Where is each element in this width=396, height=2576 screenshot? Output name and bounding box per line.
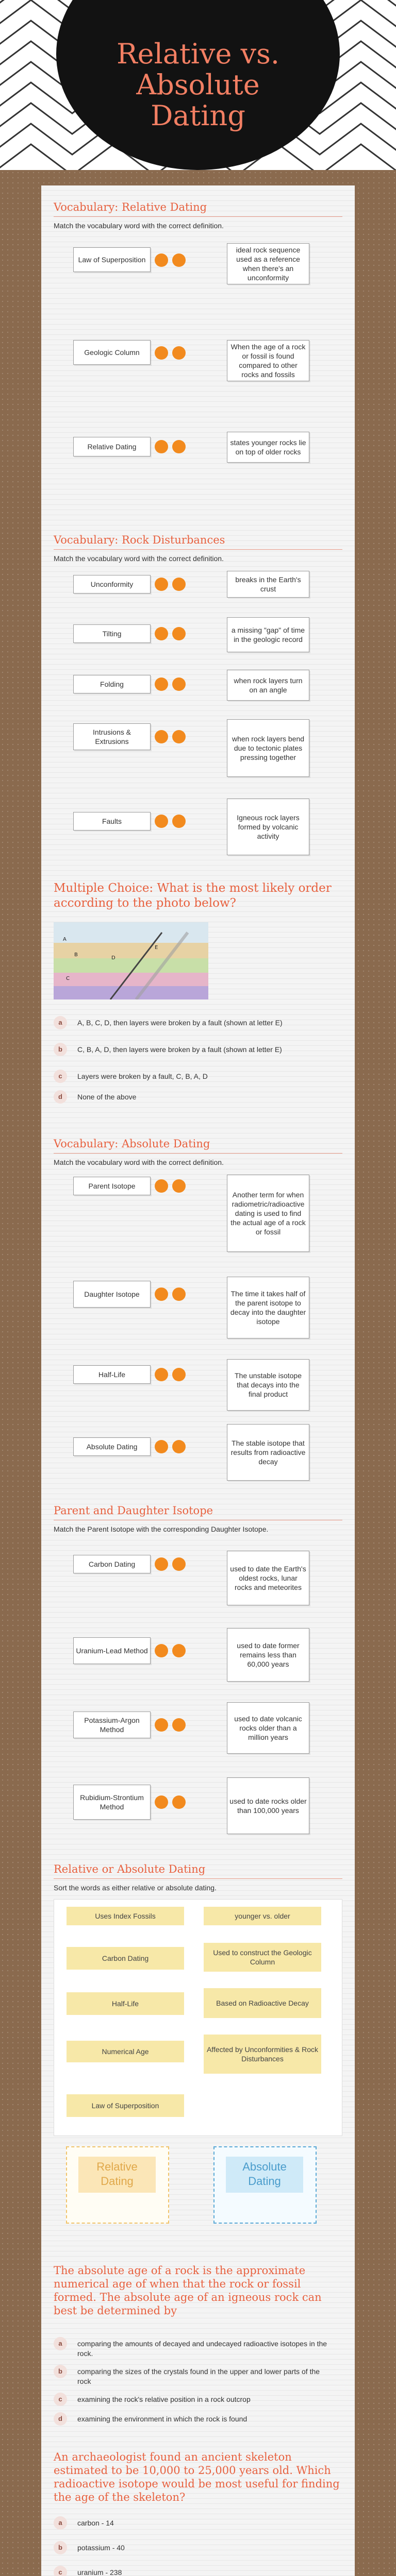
choice-text: Layers were broken by a fault, C, B, A, D <box>77 1072 208 1080</box>
instruction: Match the Parent Isotope with the corresponding Daughter Isotope. <box>54 1525 269 1533</box>
match-dot[interactable] <box>155 253 168 267</box>
term-half-life[interactable]: Half-Life <box>73 1365 151 1384</box>
sort-item[interactable]: Uses Index Fossils <box>67 1907 184 1925</box>
choice-letter: c <box>54 1070 67 1083</box>
definition-box[interactable]: a missing "gap" of time in the geologic record <box>227 617 309 652</box>
match-dot[interactable] <box>155 578 168 591</box>
choice-text: C, B, A, D, then layers were broken by a fault (shown at letter E) <box>77 1045 282 1054</box>
section-title: Relative or Absolute Dating <box>54 1863 342 1879</box>
match-dot[interactable] <box>172 1440 186 1453</box>
term-carbon-dating[interactable]: Carbon Dating <box>73 1555 151 1573</box>
term-absolute-dating[interactable]: Absolute Dating <box>73 1437 151 1456</box>
sort-item[interactable]: Numerical Age <box>67 2041 184 2062</box>
definition-box[interactable]: used to date former remains less than 60,000 years <box>227 1628 309 1682</box>
choice-letter: a <box>54 2337 67 2350</box>
choice-text: comparing the sizes of the crystals found in the upper and lower parts of the rock <box>77 2367 320 2385</box>
definition-box[interactable]: The stable isotope that results from radioactive decay <box>227 1424 309 1481</box>
match-dot[interactable] <box>155 1440 168 1453</box>
match-dot[interactable] <box>155 1718 168 1732</box>
diagram-label: E <box>155 945 158 951</box>
sort-item[interactable]: Based on Radioactive Decay <box>204 1988 321 2018</box>
definition-box[interactable]: ideal rock sequence used as a reference when there's an unconformity <box>227 243 309 284</box>
disturbance-vocab-section <box>54 534 342 564</box>
match-dot[interactable] <box>172 1644 186 1657</box>
section-title: Vocabulary: Relative Dating <box>54 201 342 217</box>
choice-letter: a <box>54 1016 67 1029</box>
term-rubidium-strontium[interactable]: Rubidium-Strontium Method <box>73 1785 151 1820</box>
match-dot[interactable] <box>155 677 168 691</box>
sort-item[interactable]: Affected by Unconformities & Rock Disturbances <box>204 2035 321 2074</box>
choice-text: None of the above <box>77 1093 137 1101</box>
match-dot[interactable] <box>172 253 186 267</box>
match-dot[interactable] <box>155 346 168 360</box>
term-daughter-isotope[interactable]: Daughter Isotope <box>73 1281 151 1308</box>
match-dot[interactable] <box>172 578 186 591</box>
match-dot[interactable] <box>172 627 186 640</box>
definition-box[interactable]: when rock layers turn on an angle <box>227 670 309 701</box>
match-dot[interactable] <box>172 1368 186 1381</box>
definition-box[interactable]: used to date volcanic rocks older than a million years <box>227 1702 309 1754</box>
match-dot[interactable] <box>155 627 168 640</box>
match-dot[interactable] <box>155 1287 168 1301</box>
choice-letter: b <box>54 1043 67 1056</box>
question-text: An archaeologist found an ancient skeleton estimated to be 10,000 to 25,000 years old. Which radioactive isotope would be most useful for finding the age of the skeleton? <box>54 2451 340 2503</box>
term-potassium-argon[interactable]: Potassium-Argon Method <box>73 1711 151 1738</box>
match-dot[interactable] <box>172 730 186 743</box>
term-faults[interactable]: Faults <box>73 812 151 831</box>
match-dot[interactable] <box>172 1287 186 1301</box>
match-dot[interactable] <box>155 1557 168 1571</box>
bucket-absolute-dating[interactable] <box>213 2146 317 2224</box>
choice-letter: d <box>54 2412 67 2426</box>
q2-section <box>54 2264 342 2320</box>
term-folding[interactable]: Folding <box>73 675 151 693</box>
match-dot[interactable] <box>172 1179 186 1193</box>
diagram-label: C <box>66 976 70 981</box>
term-relative-dating[interactable]: Relative Dating <box>73 437 151 456</box>
definition-box[interactable]: used to date the Earth's oldest rocks, lunar rocks and meteorites <box>227 1551 309 1605</box>
choice-letter: c <box>54 2566 67 2576</box>
match-dot[interactable] <box>172 1718 186 1732</box>
section-title: Parent and Daughter Isotope <box>54 1504 342 1520</box>
relative-vocab-section <box>54 201 342 231</box>
choice-letter: b <box>54 2365 67 2378</box>
choice-text: A, B, C, D, then layers were broken by a fault (shown at letter E) <box>77 1019 283 1027</box>
instruction: Match the vocabulary word with the correct definition. <box>54 222 224 230</box>
match-dot[interactable] <box>155 1795 168 1809</box>
sort-item[interactable]: younger vs. older <box>204 1907 321 1925</box>
term-unconformity[interactable]: Unconformity <box>73 575 151 594</box>
match-dot[interactable] <box>172 1557 186 1571</box>
section-title: Vocabulary: Rock Disturbances <box>54 534 342 550</box>
sort-card-area <box>54 1899 342 2136</box>
diagram-label: B <box>74 952 78 958</box>
worksheet-paper <box>41 185 355 2576</box>
choice-letter: a <box>54 2516 67 2530</box>
choice-text: examining the environment in which the rock is found <box>77 2415 248 2423</box>
page-title: Relative vs. Absolute Dating <box>116 38 280 132</box>
definition-box[interactable]: When the age of a rock or fossil is found compared to other rocks and fossils <box>227 340 309 381</box>
choice-letter: c <box>54 2393 67 2406</box>
match-dot[interactable] <box>155 1179 168 1193</box>
match-dot[interactable] <box>172 815 186 828</box>
definition-box[interactable]: states younger rocks lie on top of older rocks <box>227 432 309 463</box>
match-dot[interactable] <box>155 440 168 453</box>
definition-box[interactable]: The time it takes half of the parent isotope to decay into the daughter isotope <box>227 1277 309 1338</box>
q3-section <box>54 2450 342 2507</box>
sort-item[interactable]: Carbon Dating <box>67 1947 184 1970</box>
term-geologic-column[interactable]: Geologic Column <box>73 340 151 365</box>
match-dot[interactable] <box>155 1368 168 1381</box>
definition-box[interactable]: The unstable isotope that decays into the final product <box>227 1359 309 1411</box>
definition-box[interactable]: Another term for when radiometric/radioactive dating is used to find the actual age of a rock or fossil <box>227 1175 309 1252</box>
instruction: Sort the words as either relative or absolute dating. <box>54 1884 217 1892</box>
absolute-vocab-section <box>54 1138 342 1167</box>
term-law-of-superposition[interactable]: Law of Superposition <box>73 247 151 272</box>
instruction: Match the vocabulary word with the correct definition. <box>54 1158 224 1166</box>
choice-text: examining the rock's relative position in a rock outcrop <box>77 2395 251 2403</box>
match-dot[interactable] <box>172 440 186 453</box>
sort-item[interactable]: Used to construct the Geologic Column <box>204 1943 321 1972</box>
geologic-layers-diagram <box>54 922 208 999</box>
diagram-label: A <box>63 937 67 942</box>
bucket-label: Relative Dating <box>78 2157 156 2193</box>
choice-text: potassium - 40 <box>77 2544 125 2552</box>
definition-box[interactable]: Igneous rock layers formed by volcanic activity <box>227 799 309 855</box>
choice-text: carbon - 14 <box>77 2519 114 2527</box>
choice-letter: d <box>54 1090 67 1104</box>
question-text: Multiple Choice: What is the most likely order according to the photo below? <box>54 882 332 910</box>
mc1-section <box>54 881 342 914</box>
diagram-label: D <box>111 955 116 961</box>
choice-letter: b <box>54 2541 67 2554</box>
match-dot[interactable] <box>155 815 168 828</box>
bucket-relative-dating[interactable] <box>66 2146 169 2224</box>
choice-text: comparing the amounts of decayed and undecayed radioactive isotopes in the rock. <box>77 2340 327 2358</box>
sort-section <box>54 1863 342 1893</box>
isotopes-section <box>54 1504 342 1534</box>
instruction: Match the vocabulary word with the correct definition. <box>54 554 224 563</box>
match-dot[interactable] <box>172 677 186 691</box>
header-banner <box>0 0 396 170</box>
definition-box[interactable]: breaks in the Earth's crust <box>227 571 309 598</box>
term-tilting[interactable]: Tilting <box>73 624 151 643</box>
definition-box[interactable]: when rock layers bend due to tectonic plates pressing together <box>227 719 309 777</box>
match-dot[interactable] <box>155 1644 168 1657</box>
match-dot[interactable] <box>155 730 168 743</box>
term-intrusions-extrusions[interactable]: Intrusions & Extrusions <box>73 723 151 750</box>
question-text: The absolute age of a rock is the approximate numerical age of when that the rock or fossil formed. The absolute age of an igneous rock can best be determined by <box>54 2264 322 2317</box>
definition-box[interactable]: used to date rocks older than 100,000 years <box>227 1777 309 1834</box>
section-title: Vocabulary: Absolute Dating <box>54 1138 342 1154</box>
bucket-label: Absolute Dating <box>226 2157 303 2193</box>
match-dot[interactable] <box>172 346 186 360</box>
sort-item[interactable]: Law of Superposition <box>67 2094 184 2117</box>
sort-item[interactable]: Half-Life <box>67 1992 184 2015</box>
term-parent-isotope[interactable]: Parent Isotope <box>73 1177 151 1195</box>
choice-text: uranium - 238 <box>77 2568 122 2576</box>
match-dot[interactable] <box>172 1795 186 1809</box>
term-uranium-lead[interactable]: Uranium-Lead Method <box>73 1637 151 1664</box>
